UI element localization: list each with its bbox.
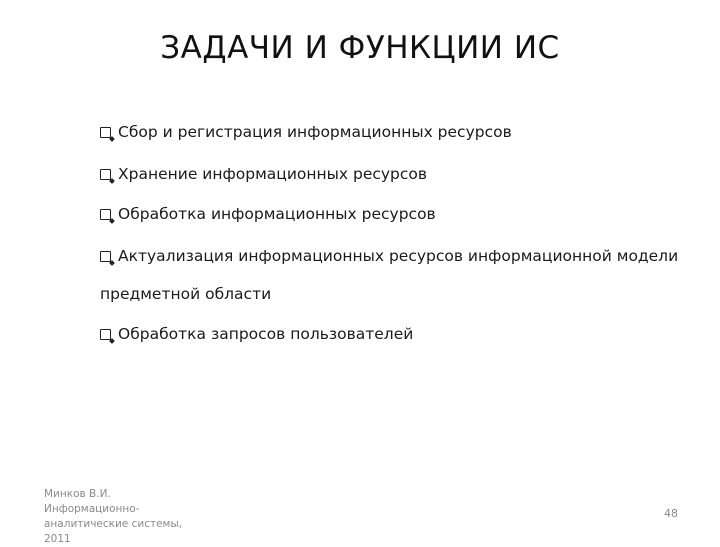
bullet-text: Хранение информационных ресурсов <box>118 165 428 183</box>
footer-author-line: 2011 <box>44 533 71 545</box>
bullet-item <box>100 244 678 268</box>
bullet-item <box>100 322 413 346</box>
footer-author-line: аналитические системы, <box>44 518 183 530</box>
checkbox-square-icon <box>100 127 111 138</box>
footer-author <box>44 487 184 547</box>
footer-author-line: Информационно- <box>44 503 140 515</box>
footer-author-line: Минков В.И. <box>44 488 111 500</box>
bullet-item <box>100 120 512 144</box>
checkbox-square-icon <box>100 169 111 180</box>
checkbox-square-icon <box>100 329 111 340</box>
bullet-continuation: предметной области <box>100 285 272 303</box>
bullet-item <box>100 202 436 226</box>
bullet-text: Сбор и регистрация информационных ресурсов <box>118 123 512 141</box>
bullet-item <box>100 162 427 186</box>
checkbox-square-icon <box>100 251 111 262</box>
page-number: 48 <box>664 507 678 520</box>
bullet-text: Обработка запросов пользователей <box>118 325 414 343</box>
bullet-text: Обработка информационных ресурсов <box>118 205 436 223</box>
slide-title: ЗАДАЧИ И ФУНКЦИИ ИС <box>160 30 560 66</box>
checkbox-square-icon <box>100 209 111 220</box>
bullet-text: Актуализация информационных ресурсов информационной модели <box>118 247 679 265</box>
